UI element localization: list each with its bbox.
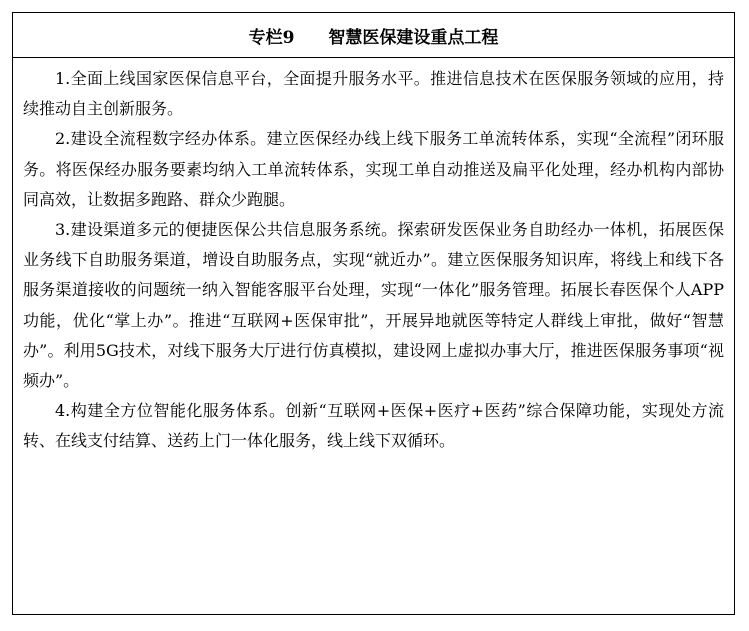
box-content (13, 58, 734, 457)
paragraph-2: 2.建设全流程数字经办体系。建立医保经办线上线下服务工单流转体系，实现“全流程”闭环服务。将医保经办服务要素均纳入工单流转体系，实现工单自动推送及扁平化处理，经办机构内部协同高效，让数据多跑路、群众少跑腿。 (23, 129, 724, 209)
box-label: 专栏9 (248, 27, 295, 48)
box-header (13, 13, 734, 58)
paragraph-3: 3.建设渠道多元的便捷医保公共信息服务系统。探索研发医保业务自助经办一体机，拓展医保业务线下自助服务渠道，增设自助服务点，实现“就近办”。建立医保服务知识库，将线上和线下各服务渠道接收的问题统一纳入智能客服平台处理，实现“一体化”服务管理。拓展长春医保个人APP功能，优化“掌上办”。推进“互联网+医保审批”，开展异地就医等特定人群线上审批，做好“智慧办”。利用5G技术，对线下服务大厅进行仿真模拟，建设网上虚拟办事大厅，推进医保服务事项“视频办”。 (23, 220, 724, 391)
feature-box (12, 12, 735, 615)
box-title: 智慧医保建设重点工程 (328, 27, 499, 48)
paragraph-4: 4.构建全方位智能化服务体系。创新“互联网+医保+医疗+医药”综合保障功能，实现处方流转、在线支付结算、送药上门一体化服务，线上线下双循环。 (23, 401, 724, 451)
paragraph-1: 1.全面上线国家医保信息平台，全面提升服务水平。推进信息技术在医保服务领域的应用，持续推动自主创新服务。 (23, 69, 724, 119)
